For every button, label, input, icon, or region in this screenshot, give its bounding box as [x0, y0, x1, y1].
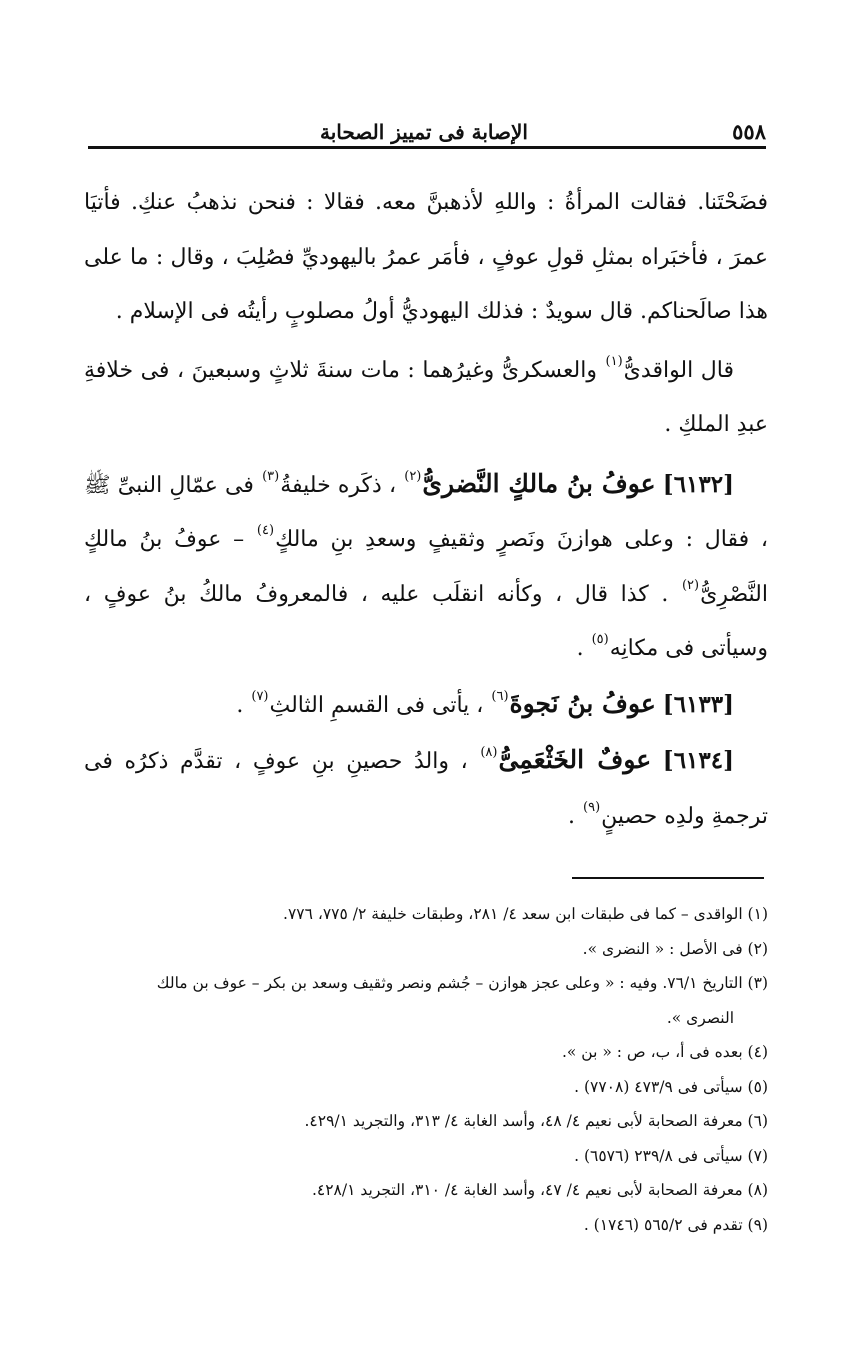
footnote-5: (٥) سيأتى فى ٤٧٣/٩ (٧٧٠٨) .: [574, 1077, 768, 1096]
text-run: – عوفُ بنُ مالكٍ النَّصْرِىُّ: [84, 527, 768, 607]
text-run: ، والدُ حصينِ بنِ عوفٍ ، تقدَّم ذكرُه فى ترجمةِ ولدِه حصينٍ: [84, 749, 768, 829]
entry-6134: [84, 733, 768, 844]
footnote-3-line1: (٣) التاريخ ٧٦/١. وفيه : « وعلى عجز هوازن – جُشم ونصر وثقيف وسعد بن بكر – عوف بن مالك: [156, 974, 768, 992]
entry-name: عوفُ بنُ مالكٍ النَّضرىُّ: [422, 468, 656, 498]
book-title: الإصابة فى تمييز الصحابة: [320, 120, 528, 144]
text-run: .: [236, 692, 251, 718]
running-head: [88, 104, 766, 144]
footnote-9: (٩) تقدم فى ٥٦٥/٢ (١٧٤٦) .: [583, 1215, 768, 1234]
text-run: ، يأتى فى القسمِ الثالثِ: [269, 692, 491, 718]
footnote-1: (١) الواقدى – كما فى طبقات ابن سعد ٤/ ٢٨١، وطبقات خليفة ٢/ ٧٧٥، ٧٧٦.: [283, 905, 768, 923]
footnote-ref: (١): [605, 353, 623, 369]
footnote-8: (٨) معرفة الصحابة لأبى نعيم ٤/ ٤٧، وأسد الغابة ٤/ ٣١٠، التجريد ٤٢٨/١.: [311, 1181, 768, 1199]
footnote-ref: (٢): [681, 577, 700, 593]
page-number: ٥٥٨: [732, 119, 766, 144]
header-rule: [88, 146, 766, 149]
entry-number: [٦١٣٢]: [662, 470, 734, 498]
entry-number: [٦١٣٤]: [662, 747, 734, 774]
text-run: .: [576, 636, 591, 661]
entry-6132: [84, 457, 768, 677]
main-text: [84, 176, 768, 844]
text-run: قال الواقدىُّ: [623, 357, 734, 383]
footnote-ref: (٢): [404, 468, 422, 484]
entry-number: [٦١٣٣]: [662, 690, 734, 718]
footnote-6: (٦) معرفة الصحابة لأبى نعيم ٤/ ٤٨، وأسد الغابة ٤/ ٣١٣، والتجريد ٤٢٩/١.: [304, 1112, 768, 1130]
text-run: . كذا قال ، وكأنه انقلَب عليه ، فالمعروفُ مالكُ بنُ عوفٍ ، وسيأتى فى مكانِه: [84, 581, 768, 661]
footnote-7: (٧) سيأتى فى ٢٣٩/٨ (٦٥٧٦) .: [574, 1146, 768, 1165]
footnote-ref: (٧): [251, 688, 269, 704]
entry-6133: [84, 677, 768, 734]
footnote-2: (٢) فى الأصل : « النضرى ».: [582, 939, 768, 958]
entry-name: عوفُ بنُ نَجوةَ: [509, 688, 656, 718]
text-run: فى عمّالِ النبىِّ ﷺ ، فقال : وعلى هوازنَ ونَصرٍ وثقيفٍ وسعدِ بنِ مالكٍ: [84, 472, 768, 552]
text-run: .: [568, 803, 583, 829]
paragraph: [84, 344, 768, 453]
entry-name: عوفٌ الخَثْعَمِىُّ: [498, 745, 652, 774]
footnote-ref: (٩): [583, 799, 601, 815]
footnote-ref: (٤): [256, 523, 275, 539]
paragraph: فضَحْتَنا. فقالت المرأةُ : واللهِ لأذهبنَّ معه. فقالا : فنحن نذهبُ عنكِ. فأتيَا عمرَ ، فأخبَراه بمثلِ قولِ عوفٍ ، فأمَر عمرُ باليهوديِّ فصُلِبَ ، وقال : ما على هذا صالَحناكم. قال سويدٌ : فذلك اليهوديُّ أولُ مصلوبٍ رأيتُه فى الإسلام .: [84, 190, 768, 324]
text-run: ، ذكَره خليفةُ: [280, 472, 404, 498]
footnote-3: [84, 966, 768, 1035]
footnote-ref: (٣): [262, 468, 280, 484]
footnote-separator: [572, 877, 764, 879]
footnotes: [84, 897, 768, 1242]
text-run: والعسكرىُّ وغيرُهما : مات سنةَ ثلاثٍ وسبعينَ ، فى خلافةِ عبدِ الملكِ .: [84, 357, 768, 437]
footnote-ref: (٨): [480, 745, 498, 761]
footnote-ref: (٦): [491, 688, 509, 704]
footnote-3-line2: النصرى ».: [666, 1008, 734, 1027]
footnote-ref: (٥): [591, 632, 609, 648]
footnote-4: (٤) بعده فى أ، ب، ص : « بن ».: [561, 1043, 768, 1061]
